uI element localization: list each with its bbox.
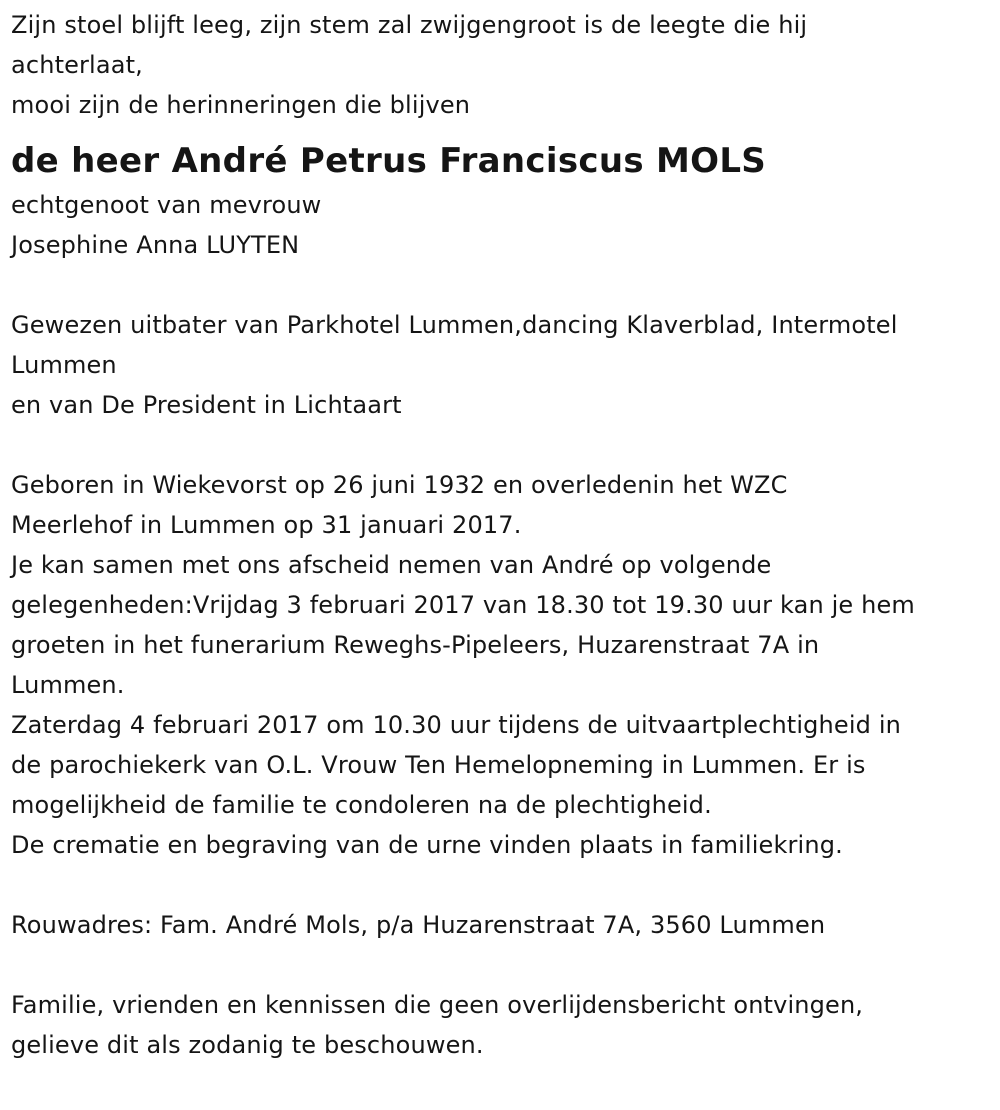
spacer	[11, 265, 993, 305]
spouse-block	[11, 185, 993, 265]
spacer	[11, 425, 993, 465]
details-line: groeten in het funerarium Reweghs-Pipeleers, Huzarenstraat 7A in	[11, 631, 820, 659]
spouse-line: Josephine Anna LUYTEN	[11, 231, 300, 259]
intro-line: Zijn stoel blijft leeg, zijn stem zal zwijgengroot is de leegte die hij	[11, 11, 808, 39]
career-line: Gewezen uitbater van Parkhotel Lummen,dancing Klaverblad, Intermotel	[11, 311, 898, 339]
details-line: Geboren in Wiekevorst op 26 juni 1932 en overledenin het WZC	[11, 471, 788, 499]
details-block	[11, 465, 993, 865]
closing-note	[11, 985, 993, 1065]
closing-line: gelieve dit als zodanig te beschouwen.	[11, 1031, 484, 1059]
details-line: Meerlehof in Lummen op 31 januari 2017.	[11, 511, 522, 539]
spacer	[11, 865, 993, 905]
details-line: Lummen.	[11, 671, 125, 699]
career-line: en van De President in Lichtaart	[11, 391, 402, 419]
closing-line: Familie, vrienden en kennissen die geen overlijdensbericht ontvingen,	[11, 991, 864, 1019]
career-line: Lummen	[11, 351, 117, 379]
details-line: De crematie en begraving van de urne vinden plaats in familiekring.	[11, 831, 843, 859]
spouse-line: echtgenoot van mevrouw	[11, 191, 322, 219]
career-block	[11, 305, 993, 425]
details-line: Zaterdag 4 februari 2017 om 10.30 uur tijdens de uitvaartplechtigheid in	[11, 711, 901, 739]
details-line: de parochiekerk van O.L. Vrouw Ten Hemelopneming in Lummen. Er is	[11, 751, 866, 779]
obituary-notice	[11, 5, 993, 1065]
deceased-name: de heer André Petrus Franciscus MOLS	[11, 141, 767, 181]
details-line: gelegenheden:Vrijdag 3 februari 2017 van 18.30 tot 19.30 uur kan je hem	[11, 591, 915, 619]
details-line: Je kan samen met ons afscheid nemen van André op volgende	[11, 551, 772, 579]
intro-verse	[11, 5, 993, 125]
mourning-address: Rouwadres: Fam. André Mols, p/a Huzarenstraat 7A, 3560 Lummen	[11, 911, 826, 939]
details-line: mogelijkheid de familie te condoleren na de plechtigheid.	[11, 791, 712, 819]
spacer	[11, 945, 993, 985]
intro-line: mooi zijn de herinneringen die blijven	[11, 91, 471, 119]
intro-line: achterlaat,	[11, 51, 143, 79]
